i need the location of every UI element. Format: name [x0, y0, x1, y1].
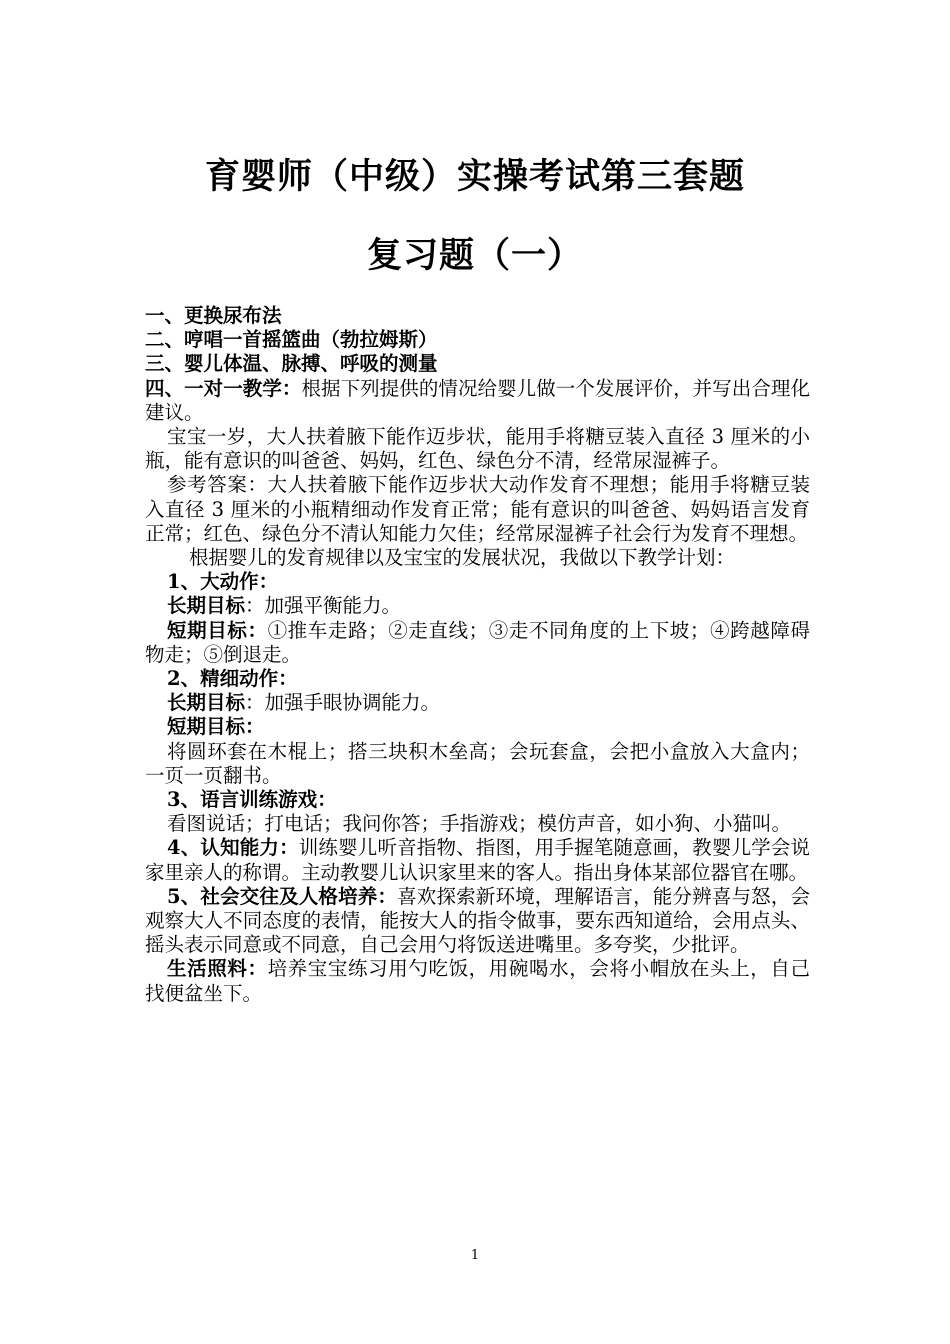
section-4: [145, 836, 810, 884]
section-1-heading: 1、大动作：: [167, 570, 279, 594]
item-1: 一、更换尿布法: [145, 304, 282, 327]
section-5-text: 喜欢探索新环境，理解语言，能分辨喜与怒，会观察大人不同态度的表情，能按大人的指令做事，要东西知道给，会用点头、摇头表示同意或不同意，自己会用勺将饭送进嘴里。多夸奖，少批评。: [145, 884, 810, 957]
section-2-short-goal-label: 短期目标：: [167, 715, 265, 739]
section-2-heading: 2、精细动作：: [167, 667, 298, 691]
item-3: 三、婴儿体温、脉搏、呼吸的测量: [145, 352, 438, 376]
section-6-text: 培养宝宝练习用勺吃饭，用碗喝水，会将小帽放在头上，自己找便盆坐下。: [145, 957, 810, 1005]
case-description: 宝宝一岁，大人扶着腋下能作迈步状，能用手将糖豆装入直径 3 厘米的小瓶，能有意识的叫爸爸、妈妈，红色、绿色分不清，经常尿湿裤子。: [145, 425, 810, 473]
short-goal-label: 短期目标：: [167, 618, 268, 642]
section-2-long-goal: [145, 691, 810, 715]
section-3-text: 看图说话；打电话；我问你答；手指游戏；模仿声音，如小狗、小猫叫。: [167, 812, 792, 836]
item-4-text: 根据下列提供的情况给婴儿做一个发展评价，并写出合理化建议。: [145, 376, 810, 424]
item-2: 二、哼唱一首摇篮曲（勃拉姆斯）: [145, 328, 438, 352]
section-6: [145, 957, 810, 1005]
item-4: [145, 377, 810, 425]
item-4-label: 四、一对一教学：: [145, 376, 302, 400]
reference-answer: 参考答案：大人扶着腋下能作迈步状大动作发育不理想；能用手将糖豆装入直径 3 厘米的小瓶精细动作发育正常；能有意识的叫爸爸、妈妈语言发育正常；红色、绿色分不清认知能力欠佳；经常尿湿裤子社会行为发育不理想。: [145, 473, 810, 545]
document-title: 育婴师（中级）实操考试第三套题: [204, 156, 745, 197]
long-goal-label: 长期目标: [167, 691, 246, 715]
section-3-heading: 3、语言训练游戏：: [167, 788, 337, 812]
page-number: 1: [470, 1248, 480, 1263]
document-subtitle: 复习题（一）: [366, 235, 583, 276]
section-5: [145, 885, 810, 958]
section-1-short-goal: [145, 619, 810, 667]
long-goal-label: 长期目标: [167, 594, 246, 618]
long-goal-text: ：加强手眼协调能力。: [245, 691, 441, 715]
short-goal-text: ①推车走路；②走直线；③走不同角度的上下坡；④跨越障碍物走；⑤倒退走。: [145, 618, 810, 666]
section-1-long-goal: [145, 594, 810, 618]
section-6-label: 生活照料：: [167, 957, 268, 981]
document-body: [145, 304, 810, 1006]
plan-intro: 根据婴儿的发育规律以及宝宝的发展状况，我做以下教学计划：: [189, 546, 736, 570]
section-4-text: 训练婴儿听音指物、指图，用手握笔随意画，教婴儿学会说家里亲人的称谓。主动教婴儿认识家里来的客人。指出身体某部位器官在哪。: [145, 836, 810, 884]
section-5-label: 5、社会交往及人格培养：: [167, 884, 398, 908]
long-goal-text: ：加强平衡能力。: [245, 594, 402, 618]
section-4-label: 4、认知能力：: [167, 836, 299, 860]
section-2-short-goal-text: 将圆环套在木棍上；搭三块积木垒高；会玩套盒，会把小盒放入大盒内；一页一页翻书。: [145, 739, 810, 787]
